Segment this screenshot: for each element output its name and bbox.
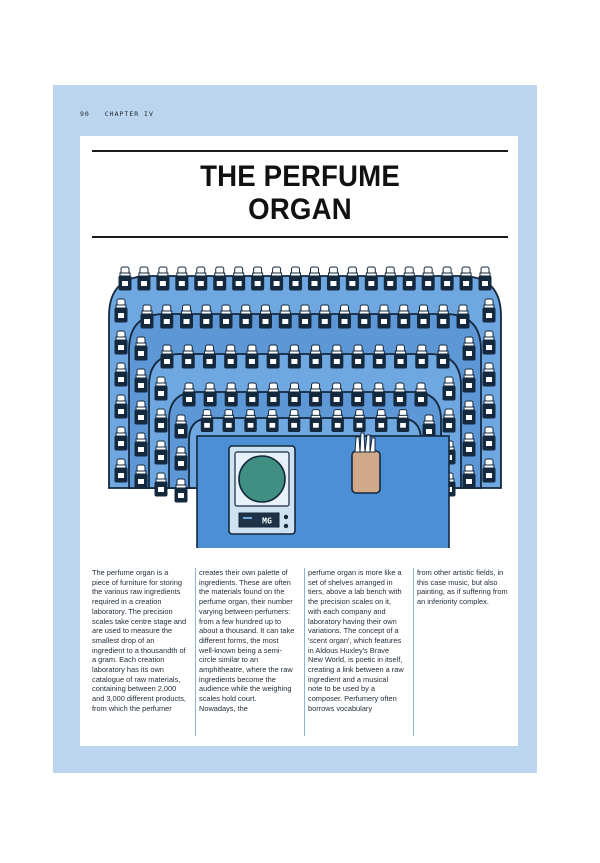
perfume-vial [115, 459, 127, 482]
perfume-vial [201, 410, 212, 432]
perfume-vial [267, 345, 279, 368]
text-column-2: creates their own palette of ingredients. These are often the materials found on the perfume organ, their number varying between perfumers: from a few hundred up to about a thousand. It can take different forms, the most well-known being a semi-circle similar to an amphitheatre, where the raw ingredients become the audience while the weighing scales hold court. Nowadays, the [199, 568, 295, 713]
page-number: 90 [80, 110, 90, 118]
perfume-vial [240, 305, 252, 328]
perfume-vial [175, 479, 187, 502]
perfume-vial [460, 267, 472, 290]
perfume-vial [182, 345, 194, 368]
perfume-vial [319, 305, 331, 328]
perfume-vial [423, 415, 435, 438]
precision-scale [229, 446, 295, 534]
perfume-vial [161, 345, 173, 368]
perfume-vial [161, 305, 173, 328]
perfume-vial [175, 447, 187, 470]
perfume-vial [271, 267, 283, 290]
perfume-vial [220, 305, 232, 328]
text-column-4: from other artistic fields, in this case music, but also painting, as if suffering from an inferiority complex. [417, 568, 508, 607]
scale-display-dash [243, 517, 252, 519]
scale-button [284, 515, 288, 519]
holder-cup [352, 451, 380, 493]
perfume-vial [115, 395, 127, 418]
perfume-vial [463, 401, 475, 424]
perfume-vial [135, 433, 147, 456]
text-column-3: perfume organ is more like a set of shelves arranged in tiers, above a lab bench with the precision scales on it, with each company and laboratory having their own variations. The concept of a 'scent organ', which features in Aldous Huxley's Brave New World, is poetic in itself, creating a link between a raw ingredient and a musical note to be used by a composer. Perfumery often borrows vocabulary [308, 568, 404, 713]
smelling-strip [360, 433, 365, 452]
perfume-vial [376, 410, 387, 432]
perfume-vial [463, 465, 475, 488]
perfume-vial [181, 305, 193, 328]
perfume-vial [176, 267, 188, 290]
perfume-vial [115, 363, 127, 386]
perfume-vial [378, 305, 390, 328]
perfume-vial [223, 410, 234, 432]
title-line-1: THE PERFUME [200, 160, 400, 193]
scale-display [239, 513, 279, 527]
perfume-vial [245, 410, 256, 432]
scale-display-text: MG [262, 516, 272, 526]
perfume-vial [354, 410, 365, 432]
perfume-vial [483, 363, 495, 386]
article-page [80, 136, 518, 746]
perfume-vial [200, 305, 212, 328]
perfume-vial [415, 383, 427, 406]
perfume-vial [422, 267, 434, 290]
perfume-vial [463, 369, 475, 392]
perfume-vial [310, 345, 322, 368]
perfume-vial [115, 427, 127, 450]
article-body [92, 568, 508, 738]
perfume-vial [225, 383, 237, 406]
perfume-vial [397, 410, 408, 432]
perfume-vial [418, 305, 430, 328]
perfume-vial [183, 383, 195, 406]
chapter-label: CHAPTER IV [104, 110, 154, 118]
perfume-vial [115, 331, 127, 354]
perfume-vial [365, 267, 377, 290]
perfume-vial [260, 305, 272, 328]
perfume-vial [437, 345, 449, 368]
perfume-vial [395, 345, 407, 368]
perfume-vial [214, 267, 226, 290]
perfume-vial [437, 305, 449, 328]
perfume-vial [463, 433, 475, 456]
perfume-vial [310, 383, 322, 406]
perfume-vial [135, 337, 147, 360]
title-rule-bottom [92, 236, 508, 238]
perfume-vial [155, 377, 167, 400]
perfume-vial [246, 383, 258, 406]
perfume-vial [416, 345, 428, 368]
perfume-vial [441, 267, 453, 290]
perfume-vial [308, 267, 320, 290]
perfume-vial [135, 369, 147, 392]
column-divider [195, 568, 196, 736]
perfume-vial [479, 267, 491, 290]
perfume-vial [327, 267, 339, 290]
perfume-vial [141, 305, 153, 328]
perfume-vial [403, 267, 415, 290]
perfume-vial [373, 383, 385, 406]
scale-pan [239, 456, 285, 502]
perfume-vial [288, 410, 299, 432]
perfume-vial [299, 305, 311, 328]
perfume-vial [115, 299, 127, 322]
perfume-vial [331, 345, 343, 368]
perfume-vial [288, 345, 300, 368]
perfume-vial [332, 410, 343, 432]
perfume-vial [339, 305, 351, 328]
perfume-vial [483, 299, 495, 322]
perfume-vial [138, 267, 150, 290]
perfume-vial [331, 383, 343, 406]
running-header [80, 110, 154, 118]
perfume-vial [135, 401, 147, 424]
perfume-vial [290, 267, 302, 290]
perfume-vial [279, 305, 291, 328]
lab-bench [197, 433, 449, 548]
perfume-vial [155, 409, 167, 432]
perfume-vial [155, 441, 167, 464]
perfume-vial [373, 345, 385, 368]
perfume-vial [483, 395, 495, 418]
perfume-vial [203, 345, 215, 368]
perfume-vial [135, 465, 147, 488]
perfume-vial [394, 383, 406, 406]
perfume-vial [483, 331, 495, 354]
perfume-vial [246, 345, 258, 368]
perfume-vial [443, 409, 455, 432]
perfume-vial [155, 473, 167, 496]
perfume-vial [233, 267, 245, 290]
perfume-vial [267, 410, 278, 432]
perfume-vial [204, 383, 216, 406]
column-divider [304, 568, 305, 736]
perfume-vial [157, 267, 169, 290]
perfume-vial [119, 267, 131, 290]
perfume-vial [483, 427, 495, 450]
perfume-vial [384, 267, 396, 290]
title-line-2: ORGAN [248, 193, 352, 226]
perfume-vial [443, 377, 455, 400]
perfume-vial [252, 267, 264, 290]
text-column-1: The perfume organ is a piece of furniture for storing the various raw ingredients required in a creation laboratory. The precision scales take centre stage and are used to measure the smallest drop of an ingredient to a thousandth of a gram. Each creation laboratory has its own catalogue of raw materials, containing between 2,000 and 3,000 different products, from which the perfumer [92, 568, 187, 713]
perfume-vial [463, 337, 475, 360]
perfume-vial [457, 305, 469, 328]
perfume-vial [398, 305, 410, 328]
perfume-vial [267, 383, 279, 406]
perfume-vial [195, 267, 207, 290]
perfume-vial [225, 345, 237, 368]
perfume-vial [358, 305, 370, 328]
title-rule-top [92, 150, 508, 152]
perfume-vial [310, 410, 321, 432]
perfume-vial [288, 383, 300, 406]
perfume-vial [175, 415, 187, 438]
column-divider [413, 568, 414, 736]
perfume-vial [352, 345, 364, 368]
perfume-vial [483, 459, 495, 482]
smelling-strip [355, 437, 360, 452]
scale-button [284, 524, 288, 528]
article-title [109, 160, 492, 226]
perfume-vial [346, 267, 358, 290]
perfume-vial [352, 383, 364, 406]
perfume-organ-illustration [105, 256, 505, 548]
